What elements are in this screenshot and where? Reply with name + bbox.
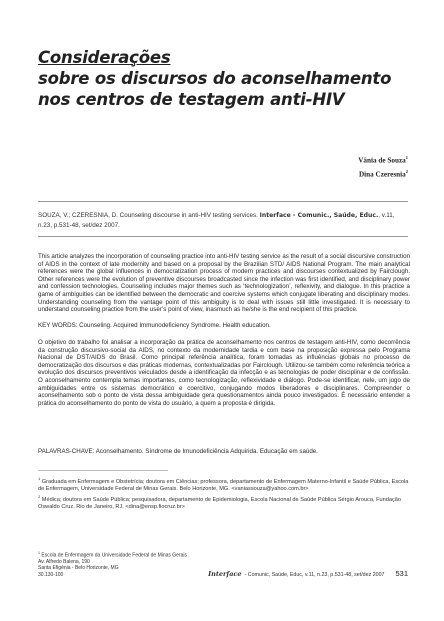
author: Vânia de Souza$^1$ (358, 155, 408, 165)
title-line-2: sobre os discursos do aconselhamento (38, 69, 392, 88)
footnote: $^2$ Médica; doutora em Saúde Pública; pesquisadora, departamento de Epidemiologia, Escola Nacional de Saúde Pública Sérgio Arouca, Fundação Oswaldo Cruz. Rio de Janeiro, RJ. <dina@ensp.fiocruz.br> (38, 494, 401, 511)
footnote: $^1$ Graduada em Enfermagem e Obstetrícia; doutora em Ciências; professora, departamento de Enfermagem Materno-Infantil e Saúde Pública, Escola de Enfermagem, Universidade Federal de Minas Gerais. Belo Horizonte, MG. <vaniassouza@yahoo.com.br> (38, 476, 409, 493)
keywords-english: KEY WORDS: Counseling. Acquired Immunodeficiency Syndrome. Health education. (38, 322, 271, 329)
page-number: 531 (395, 569, 408, 578)
footer-citation: - Comunic, Saúde, Educ, v.11, n.23, p.531-48, set/dez 2007 (244, 572, 385, 578)
footnotes (38, 475, 410, 512)
author: Dina Czeresnia$^2$ (358, 169, 408, 179)
journal-logo: Interface (208, 570, 242, 578)
title-line-1: Considerações (38, 48, 171, 67)
article-title (38, 47, 391, 110)
footnote-divider (38, 470, 168, 471)
author-list (358, 152, 408, 181)
journal-name: Interface - Comunic., Saúde, Educ. (259, 212, 379, 219)
correspondence-address: $^1$ Escola de Enfermagem da Universidade Federal de Minas Gerais Av. Alfredo Balena, 190 Santa Efigênia - Belo Horizonte, MG 30.130-100 (38, 551, 188, 578)
title-line-3: nos centros de testagem anti-HIV (38, 90, 345, 109)
page-footer (208, 569, 408, 578)
abstract-english: This article analyzes the incorporation of counseling practice into anti-HIV testing service as the result of a social discursive construction of AIDS in the context of late modernity and based on a proposal by the Brazilian STD/ AIDS National Program. The main analytical references were the global influences in democratization process of modern practices and discourses contextualized by Fairclough. Other references were the evolution of preventive discourses broadcasted since the infection was first identified, and disciplinary power and confession technologies. Counseling includes major themes such as ‘technologization’, reflexivity, and dialogue. In this practice a game of ambiguities can be identified between the democratic and coercive systems which conjugate liberating and disciplinary modes. Understanding counseling from the vantage point of this ambiguity is to deal with issues still little investigated. It is necessary to understand counseling practice from the user’s point of view, inasmuch as he/she is the end recipient of this practice. (38, 253, 410, 314)
abstract-portuguese: O objetivo do trabalho foi analisar a incorporação da prática de aconselhamento nos centros de testagem anti-HIV, como decorrência da construção discursivo-social da AIDS, no contexto da modernidade tardia e com base na proposição expressa pelo Programa Nacional de DST/AIDS do Brasil. Como principal referência analítica, foram tomadas as influências globais no processo de democratização dos discursos e das práticas modernas, contextualizadas por Fairclough. Utilizou-se também como referência teórica a evolução dos discursos preventivos veiculados desde a identificação da infecção e as tecnologias de poder disciplinar e de confissão. O aconselhamento contempla temas importantes, como tecnologização, reflexividade e diálogo. Pode-se identificar, nele, um jogo de ambiguidades entre os sistemas democrático e coercitivo, conjugando modos liberadores e disciplinares. Compreender o aconselhamento sob o ponto de vista dessa ambiguidade gera questionamentos ainda pouco investigados. É necessário entender a prática do aconselhamento do ponto de vista do usuário, a quem a proposta é dirigida. (38, 339, 410, 407)
divider (38, 201, 408, 202)
keywords-portuguese: PALAVRAS-CHAVE: Aconselhamento. Síndrome de Imunodeficiência Adquirida. Educação em saúde. (38, 448, 318, 455)
citation: SOUZA, V.; CZERESNIA, D. Counseling discourse in anti-HIV testing services. Interface - Comunic., Saúde, Educ., v.11, n.23, p.531-48, set/dez 2007. (38, 212, 395, 229)
divider (38, 236, 408, 237)
